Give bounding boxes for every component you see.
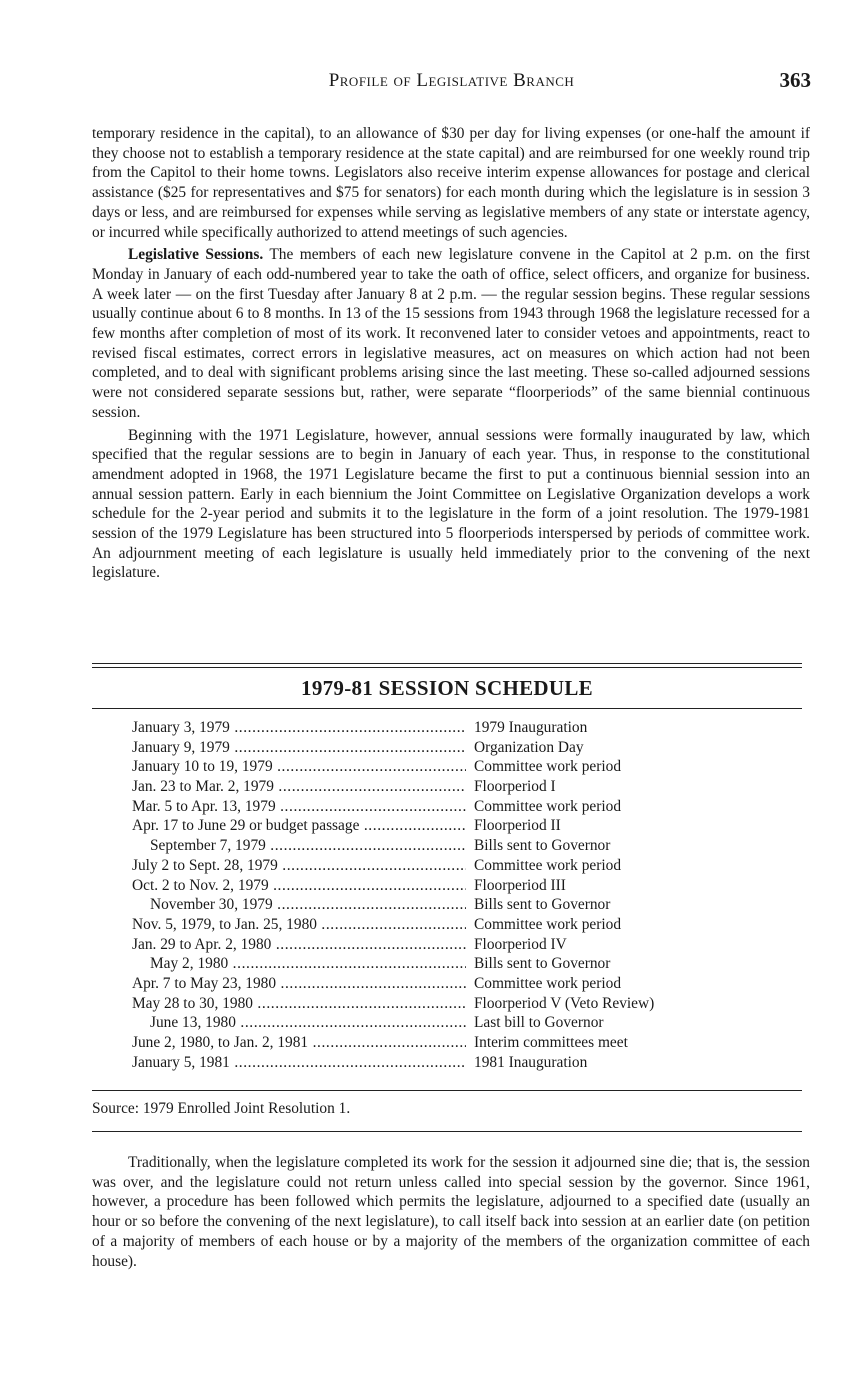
- schedule-date: Mar. 5 to Apr. 13, 1979 .....: [132, 797, 466, 817]
- schedule-event: Floorperiod IV: [474, 935, 567, 953]
- schedule-row: [132, 797, 732, 817]
- schedule-event: Last bill to Governor: [474, 1014, 604, 1032]
- schedule-date: January 5, 1981 .....: [132, 1053, 466, 1073]
- schedule-date: June 13, 1980 .....: [150, 1013, 466, 1033]
- schedule-date: June 2, 1980, to Jan. 2, 1981 .....: [132, 1033, 466, 1053]
- schedule-event: Committee work period: [474, 856, 622, 874]
- schedule-date: Nov. 5, 1979, to Jan. 25, 1980 .....: [132, 915, 466, 935]
- schedule-row: [132, 856, 732, 876]
- schedule-event: Committee work period: [474, 915, 622, 933]
- schedule-title: 1979-81 SESSION SCHEDULE: [301, 676, 593, 700]
- schedule-date: Apr. 17 to June 29 or budget passage .....: [132, 816, 466, 836]
- schedule-event: Interim committees meet: [474, 1034, 628, 1051]
- schedule-date: May 2, 1980 .....: [150, 954, 466, 974]
- sessions-paragraph-1: [92, 245, 810, 422]
- schedule-row: [132, 816, 732, 836]
- schedule-row: [132, 974, 732, 994]
- schedule-row: [132, 1033, 732, 1053]
- schedule-event: 1981 Inauguration: [474, 1053, 588, 1071]
- schedule-date: July 2 to Sept. 28, 1979 .....: [132, 856, 466, 876]
- schedule-row: [132, 935, 732, 955]
- schedule-event: Committee work period: [474, 797, 622, 815]
- page-header: [92, 68, 811, 98]
- schedule-date: November 30, 1979 .....: [150, 895, 466, 915]
- schedule-date: Jan. 23 to Mar. 2, 1979 .....: [132, 777, 466, 797]
- closing-paragraph: Traditionally, when the legislature completed its work for the session it adjourned sine die; that is, the session was over, and the legislature could not return unless called into special session by the governor. Since 1961, however, a procedure has been followed which permits the legislature, adjourned to a specified date (usually an hour or so before the convening of the next legislature), to call itself back into session at an earlier date (on petition of a majority of members of each house or by a majority of the members of the organization committee of each house).: [92, 1154, 810, 1270]
- double-rule-top: [92, 663, 802, 664]
- schedule-event: Committee work period: [474, 974, 622, 992]
- schedule-source: Source: 1979 Enrolled Joint Resolution 1.: [92, 1100, 351, 1117]
- schedule-event: Bills sent to Governor: [474, 896, 611, 914]
- schedule-event: Floorperiod II: [474, 817, 561, 835]
- double-rule-bottom: [92, 667, 802, 668]
- schedule-event: 1979 Inauguration: [474, 719, 588, 736]
- schedule-row: [132, 738, 732, 758]
- schedule-date: January 3, 1979 .....: [132, 718, 466, 738]
- session-schedule: [132, 718, 732, 1072]
- schedule-title-rule: [92, 708, 802, 709]
- source-rule: [92, 1131, 802, 1132]
- schedule-date: January 9, 1979 .....: [132, 738, 466, 758]
- sessions-paragraph-1-text: The members of each new legislature convene in the Capitol at 2 p.m. on the first Monday in January of each odd-numbered year to take the oath of office, select officers, and organize for business. A week later — on the first Tuesday after January 8 at 2 p.m. — the regular session begins. These regular sessions usually continue about 6 to 8 months. In 13 of the 15 sessions from 1943 through 1968 the legislature recessed for a few months after completion of most of its work. It reconvened later to consider vetoes and appointments, react to revised fiscal estimates, correct errors in legislative measures, act on measures on which action had not been completed, and to deal with significant problems arising since the last meeting. These so-called adjourned sessions were not considered separate sessions but, rather, were separate “floorperiods” of the same biennial continuous session.: [92, 246, 810, 421]
- intro-paragraph: temporary residence in the capital), to an allowance of $30 per day for living expenses (or one-half the amount if they choose not to establish a temporary residence at the state capital) and are reimbursed for one weekly round trip from the Capitol to their home towns. Legislators also receive interim expense allowances for postage and clerical assistance ($25 for representatives and $75 for senators) for each month during which the legislature is in session 3 days or less, and are reimbursed for expenses while serving as legislative members of any state or interstate agency, or incurred while specifically authorized to attend meetings of such agencies.: [92, 125, 810, 241]
- body-text-bottom: [92, 1150, 810, 1271]
- schedule-row: [132, 876, 732, 896]
- schedule-row: [132, 777, 732, 797]
- schedule-row: [132, 1053, 732, 1073]
- body-text-top: [92, 124, 810, 583]
- schedule-row: [132, 895, 732, 915]
- schedule-date: May 28 to 30, 1980 .....: [132, 994, 466, 1014]
- schedule-event: Floorperiod V (Veto Review): [474, 994, 655, 1012]
- page-number: 363: [779, 68, 811, 92]
- schedule-event: Bills sent to Governor: [474, 837, 611, 855]
- schedule-event: Floorperiod III: [474, 876, 566, 894]
- schedule-row: [132, 1013, 732, 1033]
- schedule-bottom-rule: [92, 1090, 802, 1091]
- schedule-date: Jan. 29 to Apr. 2, 1980 .....: [132, 935, 466, 955]
- schedule-event: Bills sent to Governor: [474, 955, 611, 973]
- running-title: Profile of Legislative Branch: [328, 70, 575, 91]
- schedule-row: [132, 994, 732, 1014]
- schedule-date: Oct. 2 to Nov. 2, 1979 .....: [132, 876, 466, 896]
- schedule-row: [132, 915, 732, 935]
- schedule-row: [132, 836, 732, 856]
- schedule-row: [132, 954, 732, 974]
- schedule-event: Organization Day: [474, 738, 584, 756]
- sessions-heading: Legislative Sessions.: [128, 246, 264, 264]
- schedule-event: Committee work period: [474, 758, 622, 776]
- schedule-date: Apr. 7 to May 23, 1980 .....: [132, 974, 466, 994]
- schedule-row: [132, 757, 732, 777]
- schedule-date: September 7, 1979 .....: [150, 836, 466, 856]
- schedule-date: January 10 to 19, 1979 .....: [132, 757, 466, 777]
- schedule-event: Floorperiod I: [474, 778, 556, 796]
- sessions-paragraph-2: Beginning with the 1971 Legislature, however, annual sessions were formally inaugurated by law, which specified that the regular sessions are to begin in January of each year. Thus, in response to the constitutional amendment adopted in 1968, the 1971 Legislature became the first to put a continuous biennial session into an annual session pattern. Early in each biennium the Joint Committee on Legislative Organization develops a work schedule for the 2-year period and submits it to the legislature in the form of a joint resolution. The 1979-1981 session of the 1979 Legislature has been structured into 5 floorperiods interspersed by periods of committee work. An adjournment meeting of each legislature is usually held immediately prior to the convening of the next legislature.: [92, 426, 810, 582]
- schedule-row: [132, 718, 732, 738]
